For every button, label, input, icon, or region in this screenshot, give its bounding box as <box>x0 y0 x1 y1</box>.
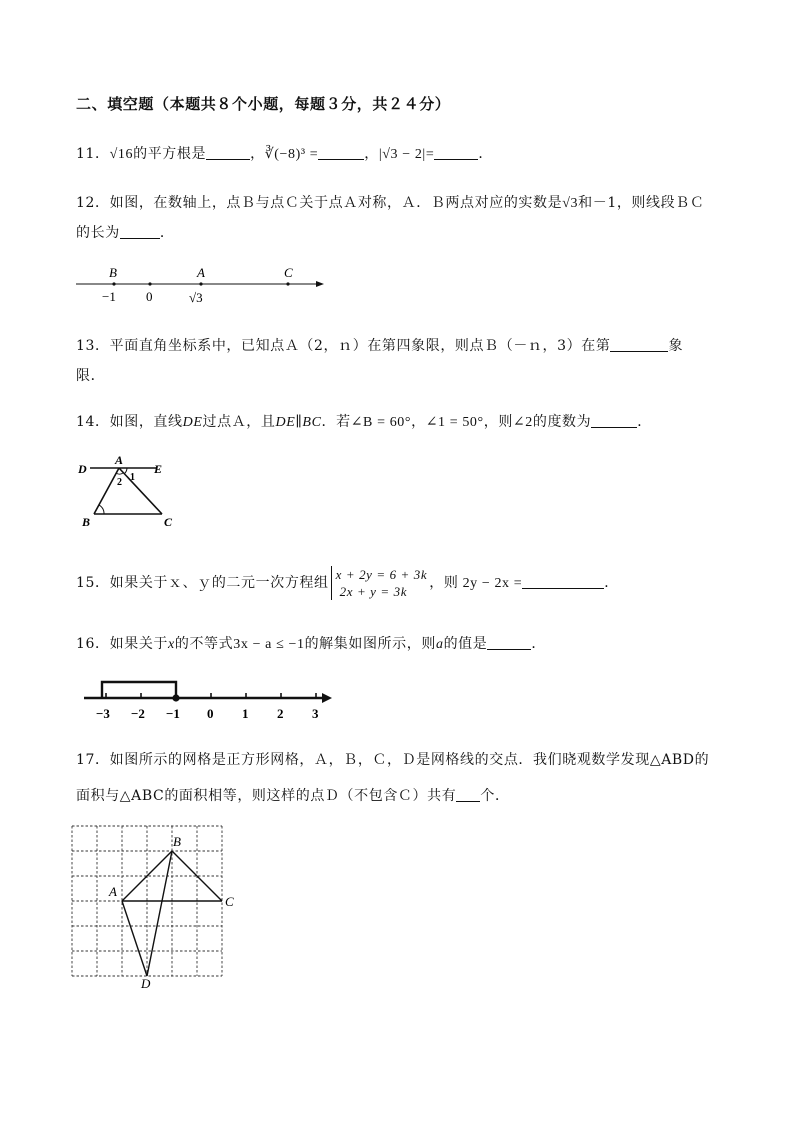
question-12 <box>76 193 704 214</box>
q12-blank[interactable] <box>120 224 160 239</box>
q13-text-end: 象 <box>668 338 684 354</box>
q12-text-2: 的长为 <box>76 225 120 241</box>
q15-text-2: ，则 2y − 2x = <box>429 576 523 591</box>
q11-blank-2[interactable] <box>318 145 364 160</box>
q17-text-3: 个． <box>480 788 510 804</box>
q14-angle-2-arc <box>116 473 123 474</box>
q16-tick-label-neg3: −3 <box>96 706 110 721</box>
q11-sqrt16: √16 <box>109 147 134 162</box>
q17-label-a: A <box>109 884 117 899</box>
q16-tick-label-0: 0 <box>207 706 214 721</box>
q12-end: ． <box>159 225 175 241</box>
q16-tick-label-neg1: −1 <box>166 706 180 721</box>
q15-equation-system <box>331 566 428 600</box>
q15-equation-2: 2x + y = 3k <box>339 584 408 599</box>
question-11 <box>76 144 493 165</box>
q14-text-2: 过点Ａ，且 <box>202 414 276 430</box>
q16-end: ． <box>531 636 546 652</box>
q14-line-de: DE <box>182 415 203 430</box>
q15-number: 15． <box>76 575 110 591</box>
q16-tick-label-1: 1 <box>242 706 249 721</box>
q16-solution-figure <box>78 675 340 725</box>
q16-blank[interactable] <box>487 635 531 650</box>
q12-label-c: C <box>284 265 293 280</box>
q12-number-line-figure <box>70 262 330 308</box>
q12-axis-arrow <box>316 281 324 287</box>
q11-end: ． <box>478 146 493 162</box>
q14-triangle-figure <box>72 452 192 532</box>
q16-number: 16． <box>76 636 110 652</box>
q12-text-1: 如图，在数轴上，点Ｂ与点Ｃ关于点Ａ对称，Ａ．Ｂ两点对应的实数是 <box>109 195 563 211</box>
question-17 <box>76 750 709 770</box>
q16-tick-label-neg2: −2 <box>131 706 145 721</box>
section-title: 二、填空题（本题共８个小题，每题３分，共２４分） <box>76 95 451 113</box>
q16-text-1: 如果关于 <box>109 636 169 652</box>
q11-number: 11． <box>76 146 110 162</box>
q14-text-1: 如图，直线 <box>109 414 183 430</box>
q11-blank-1[interactable] <box>206 145 250 160</box>
q12-label-b: B <box>109 265 117 280</box>
q16-text-3: 的解集如图所示，则 <box>304 636 436 652</box>
q14-parallel: DE∥BC <box>275 415 322 430</box>
q12-label-a: A <box>197 265 205 280</box>
q15-end: ． <box>604 575 619 591</box>
q14-end: ． <box>637 414 652 430</box>
q11-cuberoot: ，∛(−8)³ = <box>250 147 319 162</box>
q11-abs: ，|√3 − 2|= <box>364 147 435 162</box>
q14-label-e: E <box>154 462 163 476</box>
q17-segment-bd <box>147 851 172 976</box>
question-12-line2 <box>76 223 174 243</box>
q14-blank[interactable] <box>591 413 637 428</box>
question-17-line2 <box>76 786 510 806</box>
question-14 <box>76 412 652 433</box>
q14-angle-1-arc <box>124 468 127 474</box>
q17-blank[interactable] <box>456 787 480 802</box>
q14-number: 14． <box>76 414 110 430</box>
q13-blank[interactable] <box>610 337 668 352</box>
q12-tick-label-neg1: −1 <box>102 289 116 304</box>
q16-tick-label-3: 3 <box>312 706 319 721</box>
question-13 <box>76 336 683 356</box>
q16-inequality: 3x − a ≤ −1 <box>233 637 305 652</box>
q13-text-1: 平面直角坐标系中，已知点Ａ（2，ｎ）在第四象限，则点Ｂ（－ｎ，3）在第 <box>109 338 611 354</box>
q15-blank[interactable] <box>522 574 604 589</box>
q15-equation-1: x + 2y = 6 + 3k <box>335 567 428 582</box>
q12-text-1b: 和－1，则线段ＢＣ <box>578 195 705 211</box>
q17-label-c: C <box>225 894 234 909</box>
q14-label-d: D <box>78 462 87 476</box>
q14-label-c: C <box>164 515 173 529</box>
q16-text-4: 的值是 <box>443 636 488 652</box>
q12-point-origin <box>148 282 151 285</box>
question-15 <box>76 566 619 600</box>
q17-text-1: 如图所示的网格是正方形网格，Ａ，Ｂ，Ｃ，Ｄ是网格线的交点．我们晓观数学发现△ABD的 <box>109 752 710 768</box>
question-13-line2 <box>76 366 105 386</box>
q11-blank-3[interactable] <box>434 145 478 160</box>
q14-text-3: ．若∠B = 60°，∠1 = 50°，则∠2的度数为 <box>321 415 592 430</box>
q16-axis-arrow <box>322 693 332 703</box>
q11-text: 的平方根是 <box>133 146 207 162</box>
q15-text-1: 如果关于ｘ、ｙ的二元一次方程组 <box>109 575 329 591</box>
q16-endpoint-solid <box>172 694 179 701</box>
q14-side-ab <box>94 468 119 514</box>
question-16 <box>76 634 546 655</box>
q12-point-b <box>112 282 115 285</box>
q16-solution-ray <box>102 682 176 698</box>
q12-tick-label-0: 0 <box>146 289 153 304</box>
q13-number: 13． <box>76 338 110 354</box>
q14-angle-b-arc <box>99 505 104 514</box>
q12-point-a <box>199 282 202 285</box>
q14-label-b: B <box>82 515 91 529</box>
q17-text-2: 面积与△ABC的面积相等，则这样的点Ｄ（不包含Ｃ）共有 <box>76 788 457 804</box>
q12-number: 12． <box>76 195 110 211</box>
q12-root3: √3 <box>562 196 579 211</box>
q17-label-d: D <box>141 976 151 990</box>
q12-tick-label-root3: √3 <box>189 290 203 305</box>
q14-label-a: A <box>115 453 124 467</box>
q17-grid-figure <box>66 818 246 990</box>
q16-var-a: a <box>435 637 444 652</box>
q14-label-angle-2: 2 <box>117 477 122 488</box>
q12-point-c <box>286 282 289 285</box>
q16-tick-label-2: 2 <box>277 706 284 721</box>
q17-number: 17． <box>76 752 110 768</box>
q16-text-2: 的不等式 <box>174 636 234 652</box>
q16-var-x: x <box>168 637 175 652</box>
q17-segment-ad <box>122 901 147 976</box>
q13-text-2: 限． <box>76 368 106 384</box>
q17-label-b: B <box>173 834 181 849</box>
q14-label-angle-1: 1 <box>130 472 135 483</box>
